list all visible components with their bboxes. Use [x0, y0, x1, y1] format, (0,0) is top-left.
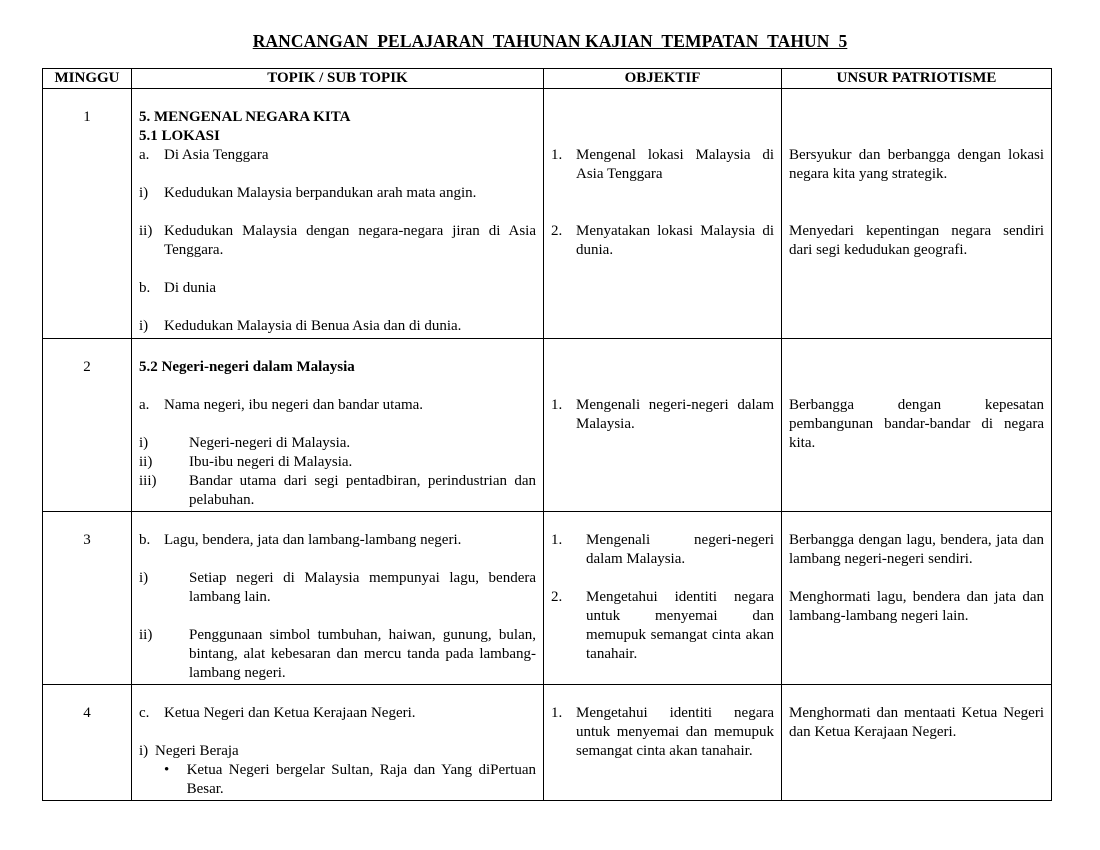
objective-item — [551, 588, 774, 664]
objective-text: Mengetahui identiti negara untuk menyemai dan memupuk semangat cinta akan tanahair. — [576, 705, 774, 759]
item-label: i) — [139, 185, 149, 201]
patriotism-cell — [782, 685, 1052, 801]
objective-number: 1. — [551, 397, 563, 413]
objective-text: Mengetahui identiti negara untuk menyemai dan memupuk semangat cinta akan tanahair. — [586, 589, 774, 662]
topic-item — [139, 146, 536, 165]
topic-item — [139, 704, 536, 723]
item-text: Negeri-negeri di Malaysia. — [189, 435, 351, 451]
patriotism-text: Berbangga dengan lagu, bendera, jata dan lambang negeri-negeri sendiri. — [789, 532, 1044, 567]
objective-cell — [544, 339, 782, 512]
topic-item — [139, 434, 536, 453]
bullet-item — [139, 761, 536, 799]
item-label: ii) — [139, 627, 153, 643]
topic-item — [139, 453, 536, 472]
topic-item — [139, 626, 536, 683]
item-text: Ketua Negeri bergelar Sultan, Raja dan Yang diPertuan Besar. — [186, 762, 536, 797]
objective-item — [551, 531, 774, 569]
page-title: RANCANGAN PELAJARAN TAHUNAN KAJIAN TEMPATAN TAHUN 5 — [252, 31, 848, 51]
item-label: i) — [139, 435, 149, 451]
item-text: Kedudukan Malaysia berpandukan arah mata angin. — [164, 185, 477, 201]
topic-item — [139, 569, 536, 607]
patriotism-cell — [782, 89, 1052, 339]
topic-item — [139, 279, 536, 298]
patriotism-cell — [782, 512, 1052, 685]
topic-item — [139, 472, 536, 510]
topic-item — [139, 222, 536, 260]
objective-item — [551, 146, 774, 184]
item-label: b. — [139, 280, 151, 296]
item-label: i) — [139, 743, 149, 759]
item-text: Bandar utama dari segi pentadbiran, perindustrian dan pelabuhan. — [189, 473, 536, 508]
objective-cell — [544, 512, 782, 685]
week-number: 2 — [83, 359, 91, 375]
header-patriotism: UNSUR PATRIOTISME — [782, 69, 1052, 89]
item-label: i) — [139, 318, 149, 334]
objective-cell — [544, 685, 782, 801]
table-row — [43, 512, 1052, 685]
table-row — [43, 685, 1052, 801]
item-text: Di Asia Tenggara — [164, 147, 269, 163]
objective-text: Mengenali negeri-negeri dalam Malaysia. — [576, 397, 774, 432]
week-cell — [43, 89, 132, 339]
topic-cell — [132, 339, 544, 512]
week-cell — [43, 685, 132, 801]
patriotism-text: Menghormati lagu, bendera dan jata dan lambang-lambang negeri lain. — [789, 589, 1044, 624]
item-label: i) — [139, 570, 149, 586]
objective-text: Menyatakan lokasi Malaysia di dunia. — [576, 223, 774, 258]
objective-text: Mengenal lokasi Malaysia di Asia Tenggara — [576, 147, 774, 182]
topic-cell — [132, 685, 544, 801]
item-text: Di dunia — [164, 280, 217, 296]
patriotism-text: Menyedari kepentingan negara sendiri dari segi kedudukan geografi. — [789, 223, 1044, 258]
week-cell — [43, 339, 132, 512]
item-text: Penggunaan simbol tumbuhan, haiwan, gunung, bulan, bintang, alat kebesaran dan mercu tanda pada lambang-lambang negeri. — [189, 627, 536, 681]
week-cell — [43, 512, 132, 685]
objective-item — [551, 704, 774, 761]
item-text: Kedudukan Malaysia dengan negara-negara jiran di Asia Tenggara. — [164, 223, 536, 258]
table-row — [43, 89, 1052, 339]
item-text: Negeri Beraja — [155, 743, 239, 759]
topic-item — [139, 531, 536, 550]
objective-text: Mengenali negeri-negeri dalam Malaysia. — [586, 532, 774, 567]
item-label: b. — [139, 532, 151, 548]
objective-cell — [544, 89, 782, 339]
item-label: iii) — [139, 473, 157, 489]
patriotism-text: Bersyukur dan berbangga dengan lokasi negara kita yang strategik. — [789, 147, 1044, 182]
item-text: Setiap negeri di Malaysia mempunyai lagu, bendera lambang lain. — [189, 570, 536, 605]
patriotism-text: Berbangga dengan kepesatan pembangunan bandar-bandar di negara kita. — [789, 397, 1044, 451]
header-topic: TOPIK / SUB TOPIK — [132, 69, 544, 89]
patriotism-text: Menghormati dan mentaati Ketua Negeri dan Ketua Kerajaan Negeri. — [789, 705, 1044, 740]
topic-item — [139, 742, 536, 761]
patriotism-cell — [782, 339, 1052, 512]
lesson-plan-table — [42, 68, 1052, 801]
objective-number: 2. — [551, 589, 563, 605]
header-week: MINGGU — [43, 69, 132, 89]
subtopic-heading: 5.1 LOKASI — [139, 128, 220, 144]
topic-item — [139, 396, 536, 415]
topic-heading: 5. MENGENAL NEGARA KITA — [139, 109, 351, 125]
bullet-icon: • — [164, 762, 170, 778]
table-row — [43, 339, 1052, 512]
table-header-row — [43, 69, 1052, 89]
item-label: ii) — [139, 454, 153, 470]
week-number: 4 — [83, 705, 91, 721]
header-objective: OBJEKTIF — [544, 69, 782, 89]
item-text: Nama negeri, ibu negeri dan bandar utama. — [164, 397, 424, 413]
item-label: a. — [139, 397, 150, 413]
item-text: Ibu-ibu negeri di Malaysia. — [189, 454, 353, 470]
topic-item — [139, 317, 536, 336]
topic-item — [139, 184, 536, 203]
item-label: a. — [139, 147, 150, 163]
item-text: Ketua Negeri dan Ketua Kerajaan Negeri. — [164, 705, 416, 721]
item-text: Lagu, bendera, jata dan lambang-lambang negeri. — [164, 532, 462, 548]
topic-cell — [132, 89, 544, 339]
item-label: ii) — [139, 223, 153, 239]
week-number: 3 — [83, 532, 91, 548]
item-label: c. — [139, 705, 150, 721]
objective-number: 1. — [551, 532, 563, 548]
subtopic-heading: 5.2 Negeri-negeri dalam Malaysia — [139, 359, 355, 375]
objective-number: 2. — [551, 223, 563, 239]
topic-cell — [132, 512, 544, 685]
objective-item — [551, 396, 774, 434]
week-number: 1 — [83, 109, 91, 125]
objective-item — [551, 222, 774, 260]
objective-number: 1. — [551, 705, 563, 721]
objective-number: 1. — [551, 147, 563, 163]
item-text: Kedudukan Malaysia di Benua Asia dan di dunia. — [164, 318, 462, 334]
